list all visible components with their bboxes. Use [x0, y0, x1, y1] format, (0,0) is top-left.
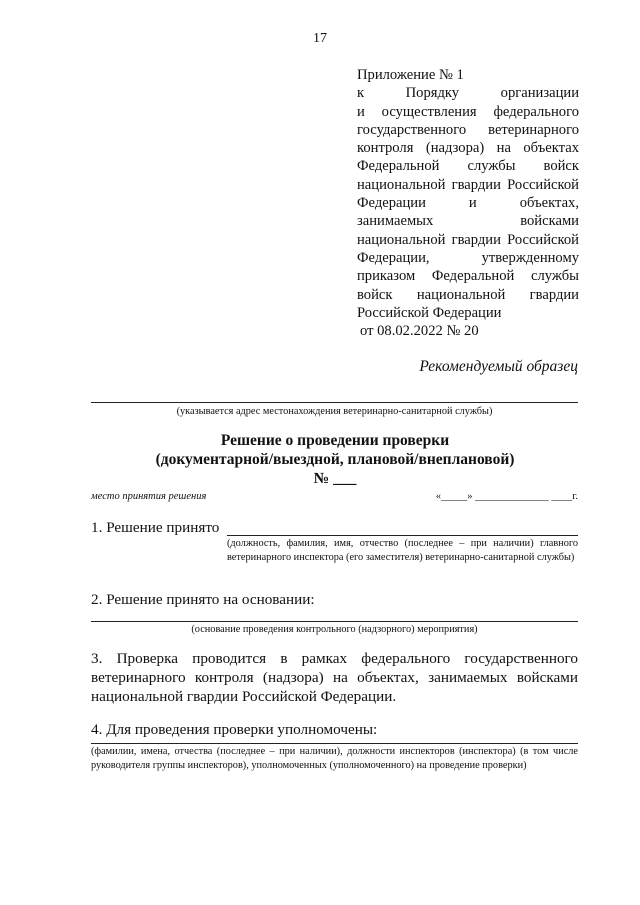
appendix-line: Приложение № 1	[357, 67, 464, 83]
address-line	[91, 402, 578, 403]
appendix-line: к Порядку организации	[357, 85, 579, 102]
document-title: Решение о проведении проверки	[220, 432, 450, 449]
section4-label: 4. Для проведения проверки уполномочены:	[91, 721, 378, 738]
document-subtitle: (документарной/выездной, плановой/внеплановой)	[155, 451, 515, 468]
appendix-line: национальной гвардии Российской	[357, 231, 579, 248]
appendix-line: приказом Федеральной службы	[357, 268, 579, 285]
place-of-decision: место принятия решения	[91, 491, 207, 502]
appendix-line: национальной гвардии Российской	[357, 176, 579, 193]
section2-label: 2. Решение принято на основании:	[91, 591, 315, 608]
section2-fill-line	[91, 621, 578, 622]
section4-caption: (фамилии, имена, отчества (последнее – при наличии), должности инспекторов (инспектора) (в том числе руководителя группы инспекторов), уполномоченных (уполномоченного) на проведение проверки)	[91, 746, 578, 771]
appendix-line: войск национальной гвардии	[357, 286, 579, 303]
appendix-line: Российской Федерации	[357, 304, 502, 321]
section4-fill-line	[91, 743, 578, 744]
appendix-block	[357, 66, 579, 340]
appendix-order-date: от 08.02.2022 № 20	[360, 323, 479, 340]
document-number: № ___	[313, 470, 357, 487]
appendix-line: Федерации, утвержденному	[357, 249, 579, 266]
appendix-line: контроля (надзора) на объектах	[357, 140, 579, 157]
address-caption: (указывается адрес местонахождения ветеринарно-санитарной службы)	[176, 406, 493, 417]
page-number: 17	[313, 31, 327, 46]
section1-label: 1. Решение принято	[91, 519, 220, 536]
date-field: «_____» ______________ ____г.	[435, 491, 578, 502]
appendix-line: Федерации и объектах,	[357, 195, 579, 212]
appendix-line: занимаемых войсками	[357, 213, 579, 230]
section1-caption: (должность, фамилия, имя, отчество (последнее – при наличии) главного ветеринарного инспектора (его заместителя) ветеринарно-санитарной службы)	[227, 538, 578, 563]
section2-caption: (основание проведения контрольного (надзорного) мероприятия)	[191, 624, 478, 635]
section3-text: 3. Проверка проводится в рамках федерального государственного ветеринарного контроля (надзора) на объектах, занимаемых войсками национальной гвардии Российской Федерации.	[91, 650, 578, 705]
section1-fill-line	[227, 535, 578, 536]
appendix-line: Федеральной службы войск	[357, 158, 579, 175]
appendix-line: и осуществления федерального	[357, 103, 579, 120]
appendix-line: государственного ветеринарного	[357, 121, 579, 138]
recommended-sample-label: Рекомендуемый образец	[419, 358, 578, 375]
